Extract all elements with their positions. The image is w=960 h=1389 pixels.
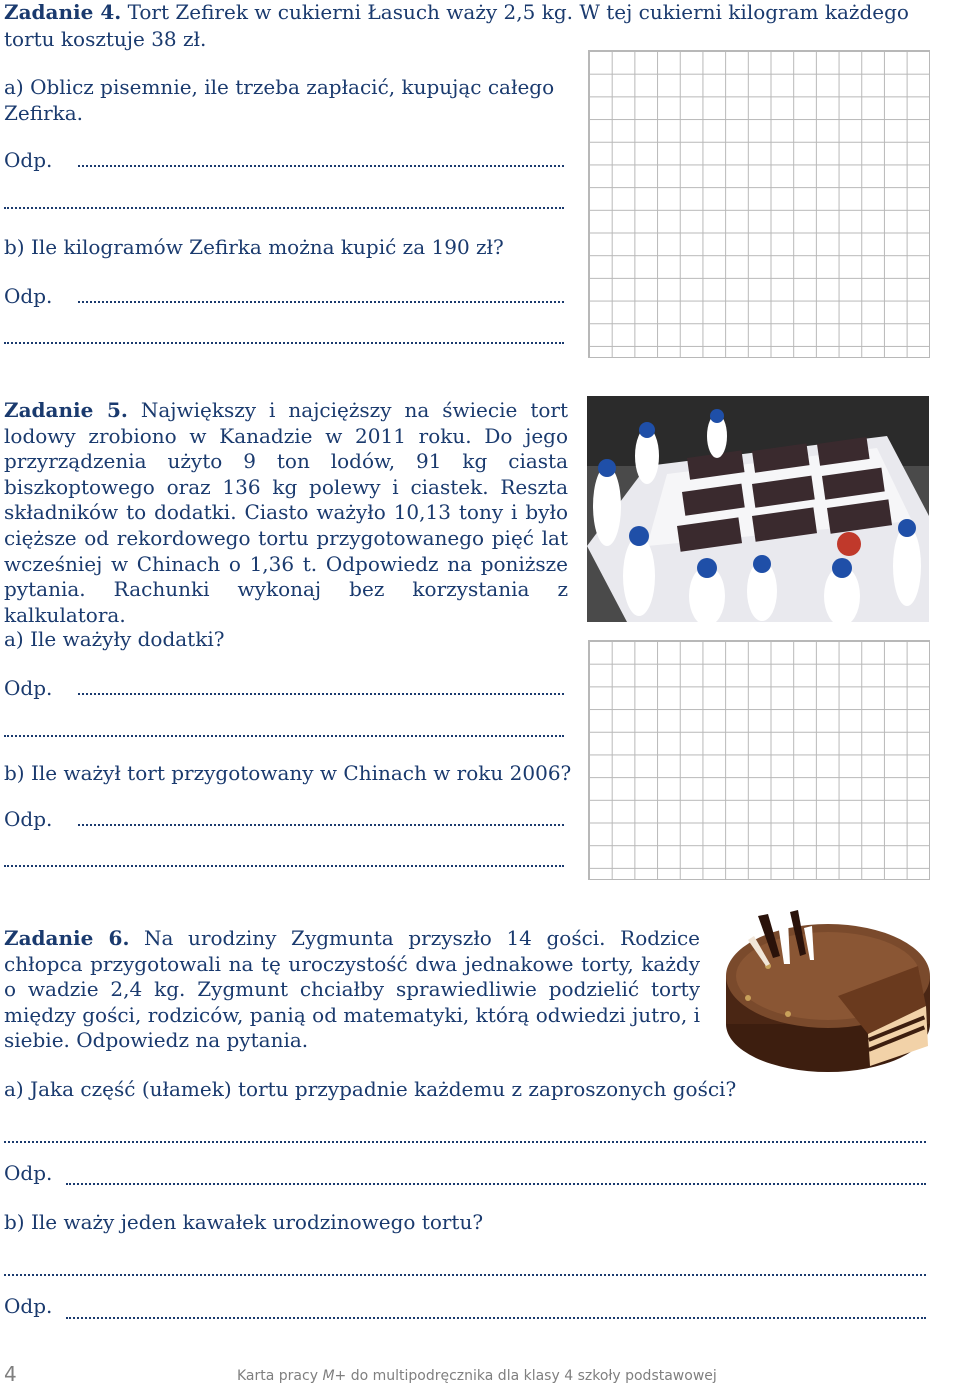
task4-line1 bbox=[4, 0, 909, 26]
answer-label: Odp. bbox=[4, 676, 53, 700]
answer-grid-task4[interactable] bbox=[588, 50, 930, 358]
task4-question-a: a) Oblicz pisemnie, ile trzeba zapłacić, kupując całego bbox=[4, 75, 555, 99]
answer-line[interactable] bbox=[66, 1317, 926, 1319]
footer-text-a: Karta pracy bbox=[237, 1368, 323, 1384]
answer-line[interactable] bbox=[78, 824, 564, 826]
answer-label: Odp. bbox=[4, 1294, 53, 1318]
answer-line[interactable] bbox=[4, 1141, 926, 1143]
page-number: 4 bbox=[4, 1362, 17, 1386]
answer-line[interactable] bbox=[4, 342, 564, 344]
answer-label: Odp. bbox=[4, 807, 53, 831]
task4-text: Tort Zefirek w cukierni Łasuch waży 2,5 kg. W tej cukierni kilogram każdego bbox=[121, 0, 909, 24]
task6-paragraph bbox=[4, 926, 700, 1054]
task6-question-a: a) Jaka część (ułamek) tortu przypadnie każdemu z zaproszonych gości? bbox=[4, 1077, 737, 1101]
task5-paragraph bbox=[4, 398, 568, 628]
task5-intro: Największy i najcięższy na świecie tort lodowy zrobiono w Kanadzie w 2011 roku. bbox=[4, 398, 568, 448]
answer-line[interactable] bbox=[4, 865, 564, 867]
answer-line[interactable] bbox=[4, 1274, 926, 1276]
footer-brand: M+ bbox=[322, 1368, 347, 1384]
task5-question-b: b) Ile ważył tort przygotowany w Chinach w roku 2006? bbox=[4, 761, 572, 785]
task4-label: Zadanie 4. bbox=[4, 0, 122, 24]
chocolate-cake-photo bbox=[718, 906, 934, 1076]
task5-label: Zadanie 5. bbox=[4, 398, 128, 422]
task4-question-b: b) Ile kilogramów Zefirka można kupić za 190 zł? bbox=[4, 235, 504, 259]
footer-text-b: do multipodręcznika dla klasy 4 szkoły podstawowej bbox=[346, 1368, 717, 1384]
task5-body: Do jego przyrządzenia użyto 9 ton lodów, 91 kg ciasta biszkoptowego oraz 136 kg polewy i ciastek. Reszta składników to dodatki. Ciasto ważyło 10,13 tony i było cięższe od rekordowego tortu przygotowanego pięć lat wcześniej w Chinach o 1,36 t. Odpowiedz na poniższe pytania. Rachunki wykonaj bez korzystania z kalkulatora. bbox=[4, 423, 568, 627]
answer-label: Odp. bbox=[4, 284, 53, 308]
chocolate-cake-illustration bbox=[718, 906, 934, 1076]
task6-body: Na urodziny Zygmunta przyszło 14 gości. Rodzice chłopca przygotowali na tę uroczystość dwa jednakowe torty, każdy o wadzie 2,4 kg. Zygmunt chciałby sprawiedliwie podzielić torty między gości, rodziców, panią od matematyki, którą odwiedzi jutro, i siebie. Odpowiedz na pytania. bbox=[4, 926, 701, 1053]
answer-line[interactable] bbox=[78, 301, 564, 303]
answer-line[interactable] bbox=[78, 165, 564, 167]
footer-text bbox=[237, 1368, 717, 1384]
answer-line[interactable] bbox=[4, 207, 564, 209]
task4-question-a-cont: Zefirka. bbox=[4, 101, 84, 125]
ice-cream-cake-photo bbox=[587, 396, 929, 622]
task5-question-a: a) Ile ważyły dodatki? bbox=[4, 627, 225, 651]
answer-label: Odp. bbox=[4, 148, 53, 172]
ice-cream-cake-illustration bbox=[587, 396, 929, 622]
answer-grid-task5[interactable] bbox=[588, 640, 930, 880]
task6-question-b: b) Ile waży jeden kawałek urodzinowego tortu? bbox=[4, 1210, 484, 1234]
answer-label: Odp. bbox=[4, 1161, 53, 1185]
answer-line[interactable] bbox=[66, 1183, 926, 1185]
task4-line2: tortu kosztuje 38 zł. bbox=[4, 27, 207, 51]
task6-label: Zadanie 6. bbox=[4, 926, 130, 950]
answer-line[interactable] bbox=[4, 735, 564, 737]
answer-line[interactable] bbox=[78, 693, 564, 695]
